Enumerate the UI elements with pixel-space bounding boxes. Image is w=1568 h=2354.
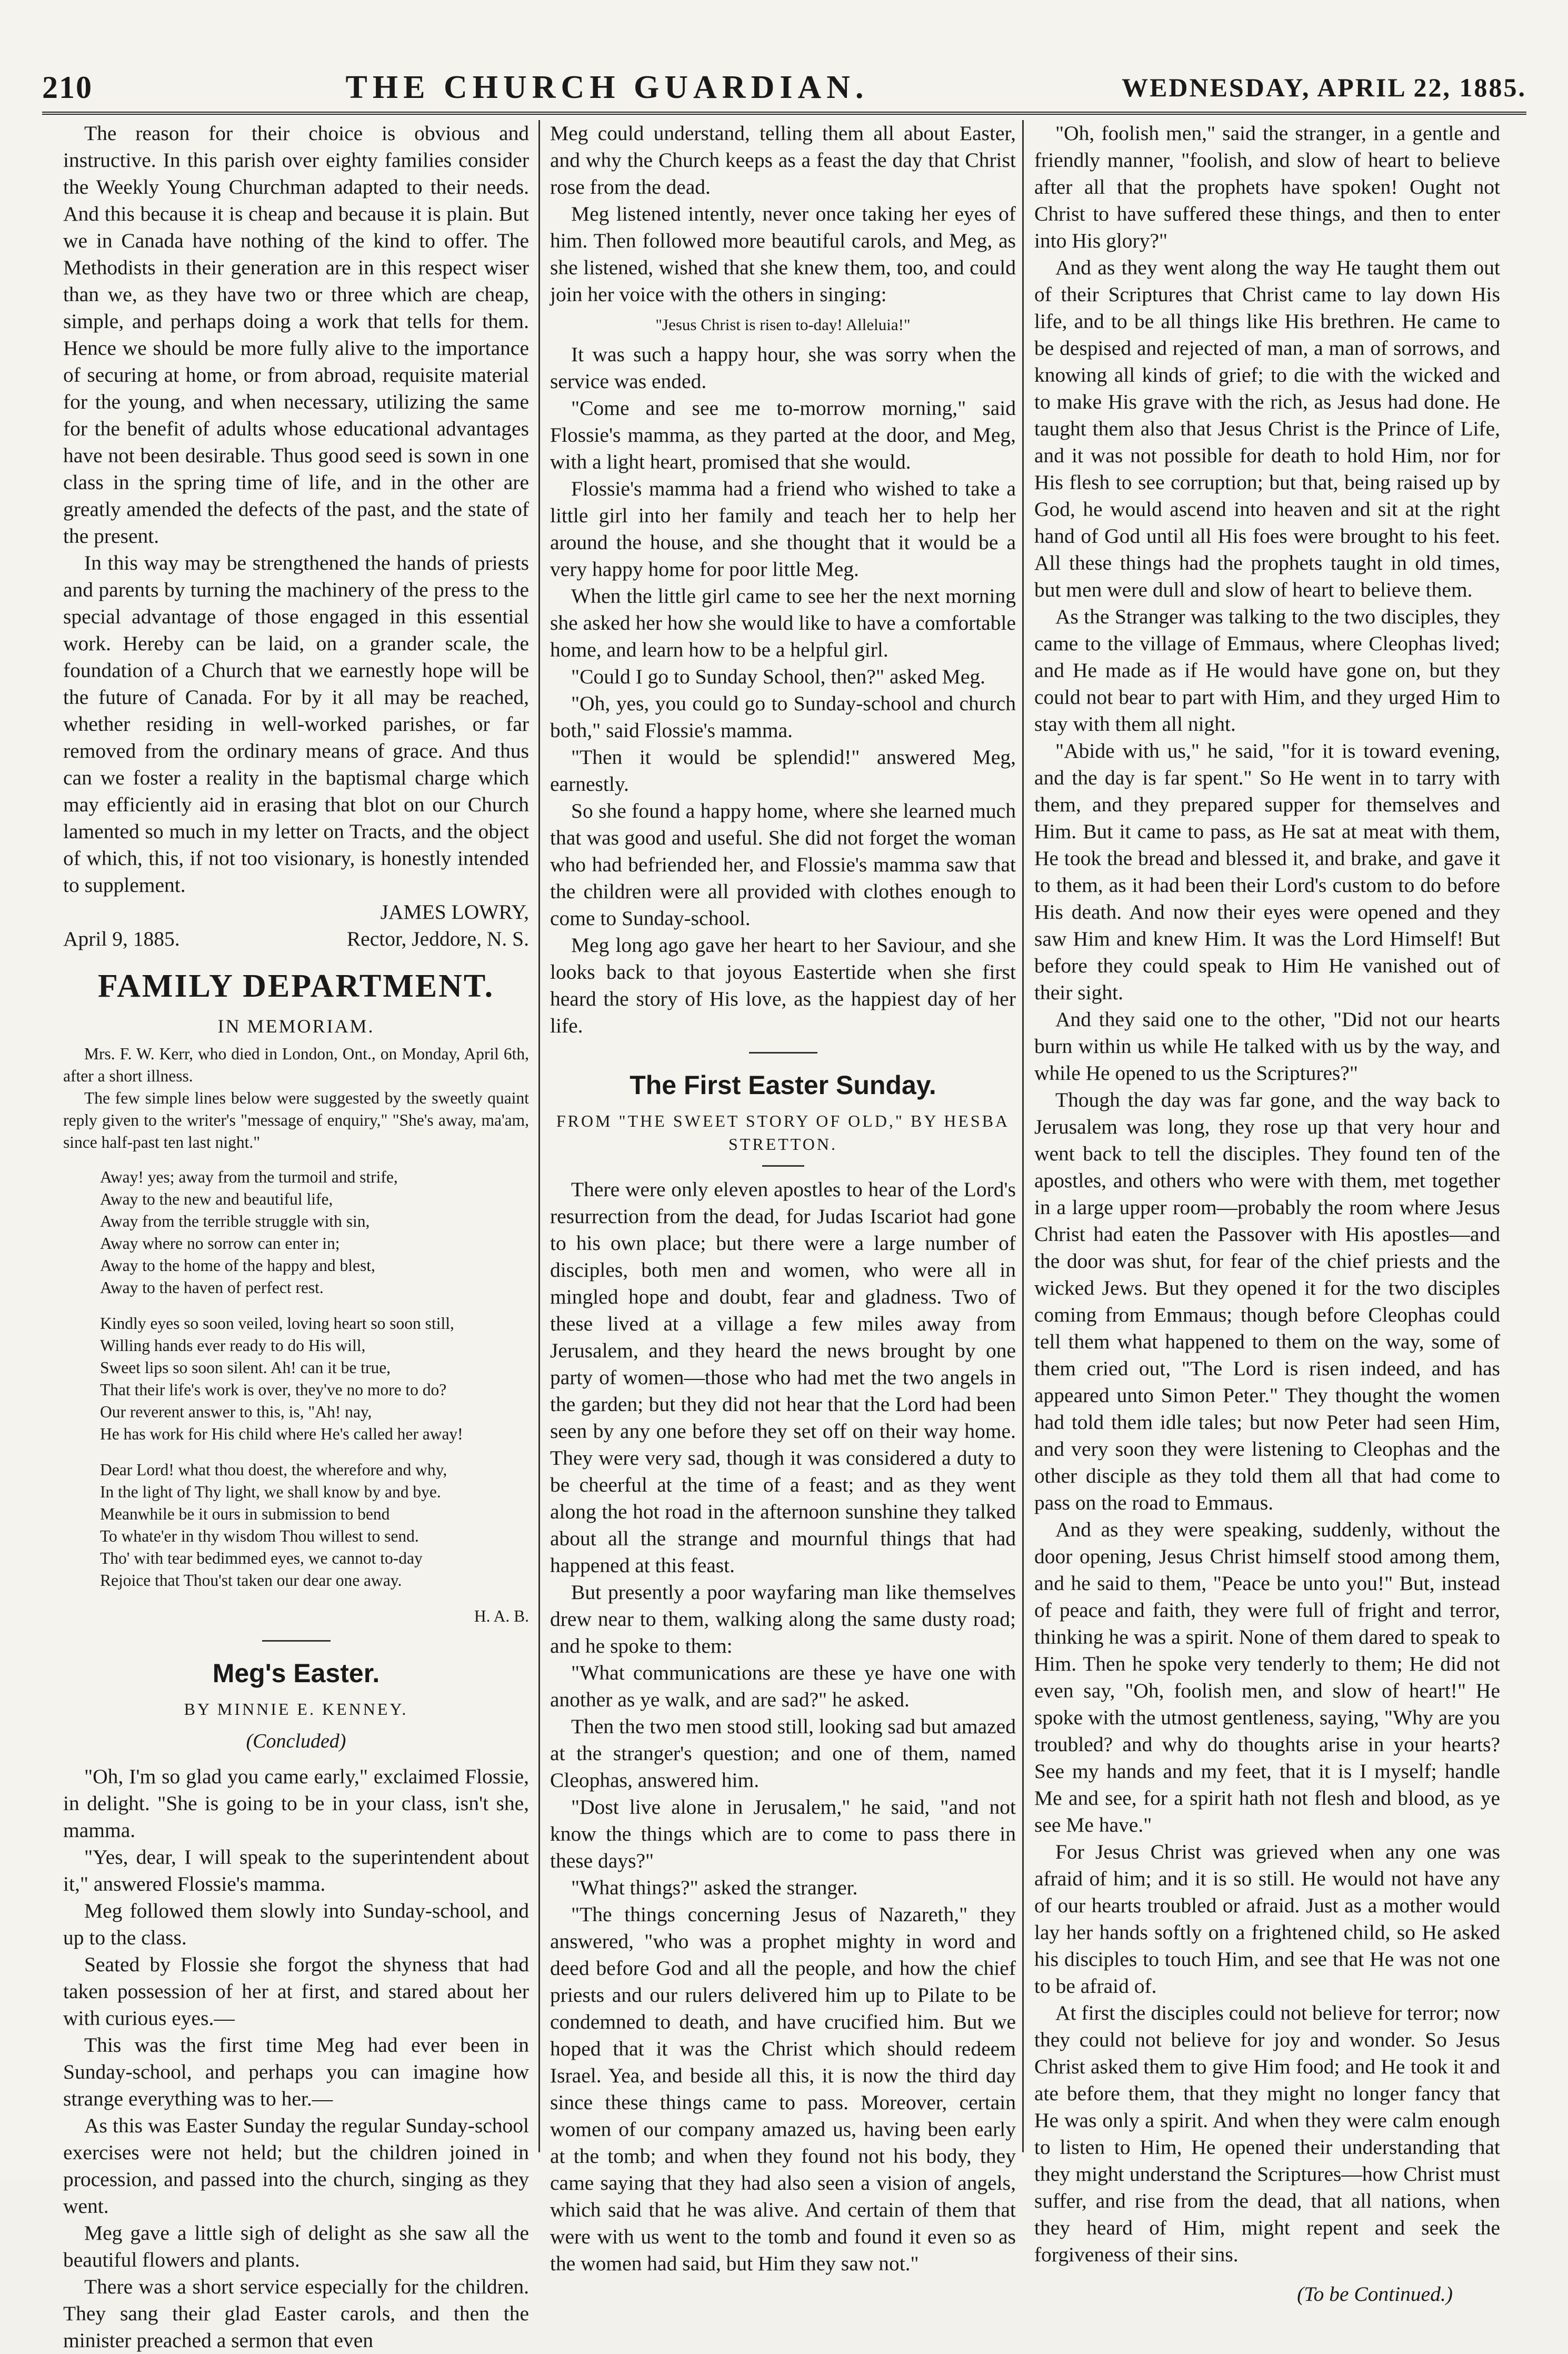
poem-line: Rejoice that Thou'st taken our dear one away. [100, 1571, 402, 1590]
poem-line: In the light of Thy light, we shall know by and bye. [100, 1483, 441, 1501]
story-paragraph: Meg gave a little sigh of delight as she saw all the beautiful flowers and plants. [63, 2221, 529, 2271]
story-paragraph: "Then it would be splendid!" answered Meg, earnestly. [550, 746, 1016, 796]
article-paragraph: "What communications are these ye have one with another as ye walk, and are sad?" he asked. [550, 1661, 1016, 1711]
poem-line: He has work for His child where He's called her away! [100, 1425, 463, 1443]
story-paragraph: "Oh, I'm so glad you came early," exclaimed Flossie, in delight. "She is going to be in your class, isn't she, mamma. [63, 1765, 529, 1842]
column-rule [538, 120, 540, 2152]
story-paragraph: So she found a happy home, where she learned much that was good and useful. She did not forget the woman who had befriended her, and Flossie's mamma saw that the children were all provided with clothes enough to come to Sunday-school. [550, 799, 1016, 930]
story-title: Meg's Easter. [212, 1658, 380, 1688]
page-number: 210 [42, 69, 93, 105]
poem-stanza [63, 1313, 529, 1445]
issue-date: WEDNESDAY, APRIL 22, 1885. [1122, 73, 1526, 102]
section-heading: FAMILY DEPARTMENT. [97, 968, 495, 1004]
article-paragraph: As the Stranger was talking to the two disciples, they came to the village of Emmaus, where Cleophas lived; and He made as if He would have gone on, but they could not bear to part with Him, and they urged Him to stay with them all night. [1034, 605, 1500, 736]
story-paragraph: When the little girl came to see her the next morning she asked her how she would like to have a comfortable home, and learn how to be a helpful girl. [550, 584, 1016, 661]
article-paragraph: And they said one to the other, "Did not our hearts burn within us while He talked with us by the way, and while He opened to us the Scriptures?" [1034, 1008, 1500, 1085]
poem-stanza [63, 1459, 529, 1592]
poem-initials: H. A. B. [474, 1607, 529, 1625]
article-title: The First Easter Sunday. [630, 1070, 936, 1100]
letter-signature [63, 926, 529, 952]
article-paragraph: "Abide with us," he said, "for it is toward evening, and the day is far spent." So He went in to tarry with them, and they prepared supper for themselves and Him. But it came to pass, as He sat at meat with them, He took the bread and blessed it, and brake, and gave it to them, as it had been their Lord's custom to do before His death. And now their eyes were opened and they saw Him and knew Him. It was the Lord Himself! But before they could speak to Him He vanished out of their sight. [1034, 739, 1500, 1004]
article-paragraph: "Dost live alone in Jerusalem," he said, "and not know the things which are to come to pass there in these days?" [550, 1795, 1016, 1872]
to-be-continued: (To be Continued.) [1297, 2282, 1453, 2306]
article-paragraph: But presently a poor wayfaring man like themselves drew near to them, walking along the same dusty road; and he spoke to them: [550, 1581, 1016, 1657]
story-paragraph: This was the first time Meg had ever been in Sunday-school, and perhaps you can imagine how strange everything was to her.— [63, 2033, 529, 2110]
poem-line: Away from the terrible struggle with sin, [100, 1212, 370, 1230]
article-paragraph: And as they went along the way He taught them out of their Scriptures that Christ came to lay down His life, and to be all things like His brethren. He came to be despised and rejected of man, a man of sorrows, and knowing all kinds of grief; to die with the wicked and to make His grave with the rich, as Jesus had done. He taught them also that Jesus Christ is the Prince of Life, and it was not possible for death to hold Him, nor for His flesh to see corruption; but that, being raised up by God, he would ascend into heaven and sit at the right hand of God until all His foes were brought to his feet. All these things had the prophets taught in old times, but men were dull and slow of heart to believe them. [1034, 256, 1500, 601]
letter-paragraph: In this way may be strengthened the hands of priests and parents by turning the machinery of the press to the special advantage of those engaged in this essential work. Hereby can be laid, on a grander scale, the foundation of a Church that we earnestly hope will be the future of Canada. For by it all may be reached, whether residing in well-worked parishes, or far removed from the ordinary means of grace. And thus can we foster a reality in the baptismal charge which may efficiently aid in erasing that blot on our Church lamented so much in my letter on Tracts, and the object of which, this, if not too visionary, is honestly intended to supplement. [63, 551, 529, 897]
article-paragraph: There were only eleven apostles to hear of the Lord's resurrection from the dead, for Judas Iscariot had gone to his own place; but there were a large number of disciples, both men and women, who were all in mingled hope and doubt, fear and gladness. Two of these lived at a village a few miles away from Jerusalem, and they heard the news brought by one party of women—those who had met the two angels in the garden; but they did not hear that the Lord had been seen by any one before they set off on their way home. They were very sad, though it was considered a duty to be cheerful at the time of a feast; and as they went along the hot road in the afternoon sunshine they talked about all the strange and mournful things that had happened at this feast. [550, 1178, 1016, 1577]
poem-line: Our reverent answer to this, is, "Ah! nay, [100, 1403, 372, 1421]
poem-line: Away to the home of the happy and blest, [100, 1256, 375, 1275]
story-paragraph: As this was Easter Sunday the regular Sunday-school exercises were not held; but the children joined in procession, and passed into the church, singing as they went. [63, 2114, 529, 2218]
poem-line: Willing hands ever ready to do His will, [100, 1336, 366, 1355]
hymn-line: "Jesus Christ is risen to-day! Alleluia!" [655, 315, 911, 334]
poem-line: That their life's work is over, they've no more to do? [100, 1380, 447, 1399]
divider [749, 1052, 817, 1054]
column-rule [1022, 120, 1024, 2152]
poem-line: Meanwhile be it ours in submission to bend [100, 1505, 390, 1523]
poem-line: Dear Lord! what thou doest, the wherefore and why, [100, 1461, 447, 1479]
story-concluded: (Concluded) [246, 1730, 346, 1752]
article-byline: FROM "THE SWEET STORY OF OLD," BY HESBA STRETTON. [556, 1111, 1010, 1154]
article-paragraph: "What things?" asked the stranger. [571, 1876, 858, 1899]
divider [262, 1640, 331, 1642]
poem-line: Tho' with tear bedimmed eyes, we cannot to-day [100, 1549, 423, 1567]
column-middle [550, 120, 1016, 2275]
story-paragraph: "Yes, dear, I will speak to the superintendent about it," answered Flossie's mamma. [63, 1845, 529, 1895]
divider [762, 1165, 804, 1167]
article-paragraph: "The things concerning Jesus of Nazareth," they answered, "who was a prophet mighty in word and deed before God and all the people, and how the chief priests and our rulers delivered him up to Pilate to be condemned to death, and have crucified him. But we hoped that it was the Christ which should redeem Israel. Yea, and beside all this, it is now the third day since these things came to pass. Moreover, certain women of our company amazed us, having been early at the tomb; and when they found not his body, they came saying that they had also seen a vision of angels, which said that he was alive. And certain of them that were with us went to the tomb and found it even so as the women had said, but Him they saw not." [550, 1903, 1016, 2275]
story-paragraph: Flossie's mamma had a friend who wished to take a little girl into her family and teach her to help her around the house, and she thought that it would be a very happy home for poor little Meg. [550, 477, 1016, 581]
newspaper-title: THE CHURCH GUARDIAN. [345, 69, 869, 105]
poem-line: Away! yes; away from the turmoil and strife, [100, 1168, 398, 1186]
memoriam-intro: Mrs. F. W. Kerr, who died in London, Ont., on Monday, April 6th, after a short illness. [63, 1045, 529, 1085]
poem-line: Away where no sorrow can enter in; [100, 1234, 340, 1253]
column-right [1034, 120, 1500, 2306]
article-paragraph: And as they were speaking, suddenly, without the door opening, Jesus Christ himself stood among them, and he said to them, "Peace be unto you!" But, instead of peace and faith, they were full of fright and terror, thinking he was a spirit. None of them dared to speak to Him. Then he spoke very tenderly to them; He did not even say, "Oh, foolish men, and slow of heart!" He spoke with the utmost gentleness, saying, "Why are you troubled? and why do thoughts arise in your hearts? See my hands and my feet, that it is I myself; handle Me and see, for a spirit hath not flesh and blood, as ye see Me have." [1034, 1518, 1500, 1836]
memoriam-heading: IN MEMORIAM. [217, 1016, 375, 1037]
article-paragraph: "Oh, foolish men," said the stranger, in a gentle and friendly manner, "foolish, and slow of heart to believe after all that the prophets have spoken! Ought not Christ to have suffered these things, and then to enter into His glory?" [1034, 122, 1500, 252]
article-paragraph: Though the day was far gone, and the way back to Jerusalem was long, they rose up that very hour and went back to tell the disciples. They found ten of the apostles, and others who were with them, met together in a large upper room—probably the room where Jesus Christ had eaten the Passover with His apostles—and the door was shut, for fear of the chief priests and the wicked Jews. But they opened it for the two disciples coming from Emmaus; though before Cleophas could tell them what happened to them on the way, some of them cried out, "The Lord is risen indeed, and has appeared unto Simon Peter." They thought the women had told them idle tales; but now Peter had seen Him, and very soon they were listening to Cleophas and the other disciple as they told them all that had come to pass on the road to Emmaus. [1034, 1088, 1500, 1514]
poem-line: To whate'er in thy wisdom Thou willest to send. [100, 1527, 419, 1545]
story-paragraph: Meg followed them slowly into Sunday-school, and up to the class. [63, 1899, 529, 1949]
story-paragraph: Meg long ago gave her heart to her Saviour, and she looks back to that joyous Eastertide when she first heard the story of His love, as the happiest day of her life. [550, 933, 1016, 1037]
letter-paragraph: The reason for their choice is obvious and instructive. In this parish over eighty families consider the Weekly Young Churchman adapted to their needs. And this because it is cheap and because it is plain. But we in Canada have nothing of the kind to offer. The Methodists in their generation are in this respect wiser than we, as they have two or three which are cheap, simple, and perhaps doing a work that tells for them. Hence we should be more fully alive to the importance of securing at home, or from abroad, requisite material for the young, and when necessary, utilizing the same for the benefit of adults whose educational advantages have not been desirable. Thus good seed is sown in one class in the spring time of life, and in the other are greatly amended the defects of the past, and the state of the present. [63, 122, 529, 548]
article-paragraph: At first the disciples could not believe for terror; now they could not believe for joy and wonder. So Jesus Christ asked them to give Him food; and He took it and ate before them, that they might no longer fancy that He was only a spirit. And when they were calm enough to listen to Him, He opened their understanding that they might understand the Scriptures—how Christ must suffer, and rise from the dead, that all nations, when they heard of Him, might repent and seek the forgiveness of their sins. [1034, 2001, 1500, 2266]
letter-date: April 9, 1885. [63, 927, 180, 950]
poem-line: Away to the new and beautiful life, [100, 1190, 333, 1208]
poem-line: Kindly eyes so soon veiled, loving heart so soon still, [100, 1314, 454, 1333]
poem-line: Sweet lips so soon silent. Ah! can it be true, [100, 1358, 391, 1377]
story-paragraph: Seated by Flossie she forgot the shyness that had taken possession of her at first, and stared about her with curious eyes.— [63, 1953, 529, 2030]
story-paragraph: Meg could understand, telling them all about Easter, and why the Church keeps as a feast the day that Christ rose from the dead. [550, 122, 1016, 198]
article-paragraph: For Jesus Christ was grieved when any one was afraid of him; and it is so still. He would not have any of our hearts troubled or afraid. Just as a mother would lay her hands softly on a frightened child, so He asked his disciples to touch Him, and see that He was not one to be afraid of. [1034, 1840, 1500, 1998]
poem-stanza [63, 1166, 529, 1299]
letter-place: Rector, Jeddore, N. S. [346, 927, 529, 950]
article-paragraph: Then the two men stood still, looking sad but amazed at the stranger's question; and one of them, named Cleophas, answered him. [550, 1715, 1016, 1792]
story-paragraph: There was a short service especially for the children. They sang their glad Easter carols, and then the minister preached a sermon that even [63, 2275, 529, 2352]
story-paragraph: "Could I go to Sunday School, then?" asked Meg. [571, 665, 986, 688]
poem-line: Away to the haven of perfect rest. [100, 1278, 324, 1297]
masthead [42, 63, 1526, 115]
memoriam-note: The few simple lines below were suggested by the sweetly quaint reply given to the writer's "message of enquiry," "She's away, ma'am, since half-past ten last night." [63, 1089, 529, 1151]
story-paragraph: "Come and see me to-morrow morning," said Flossie's mamma, as they parted at the door, and Meg, with a light heart, promised that she would. [550, 396, 1016, 473]
story-paragraph: It was such a happy hour, she was sorry when the service was ended. [550, 343, 1016, 393]
story-byline: BY MINNIE E. KENNEY. [184, 1700, 408, 1719]
story-paragraph: Meg listened intently, never once taking her eyes of him. Then followed more beautiful carols, and Meg, as she listened, wished that she knew them, too, and could join her voice with the others in singing: [550, 202, 1016, 306]
story-paragraph: "Oh, yes, you could go to Sunday-school and church both," said Flossie's mamma. [550, 692, 1016, 742]
column-left [63, 120, 529, 2352]
letter-signature-name: JAMES LOWRY, [380, 900, 529, 923]
